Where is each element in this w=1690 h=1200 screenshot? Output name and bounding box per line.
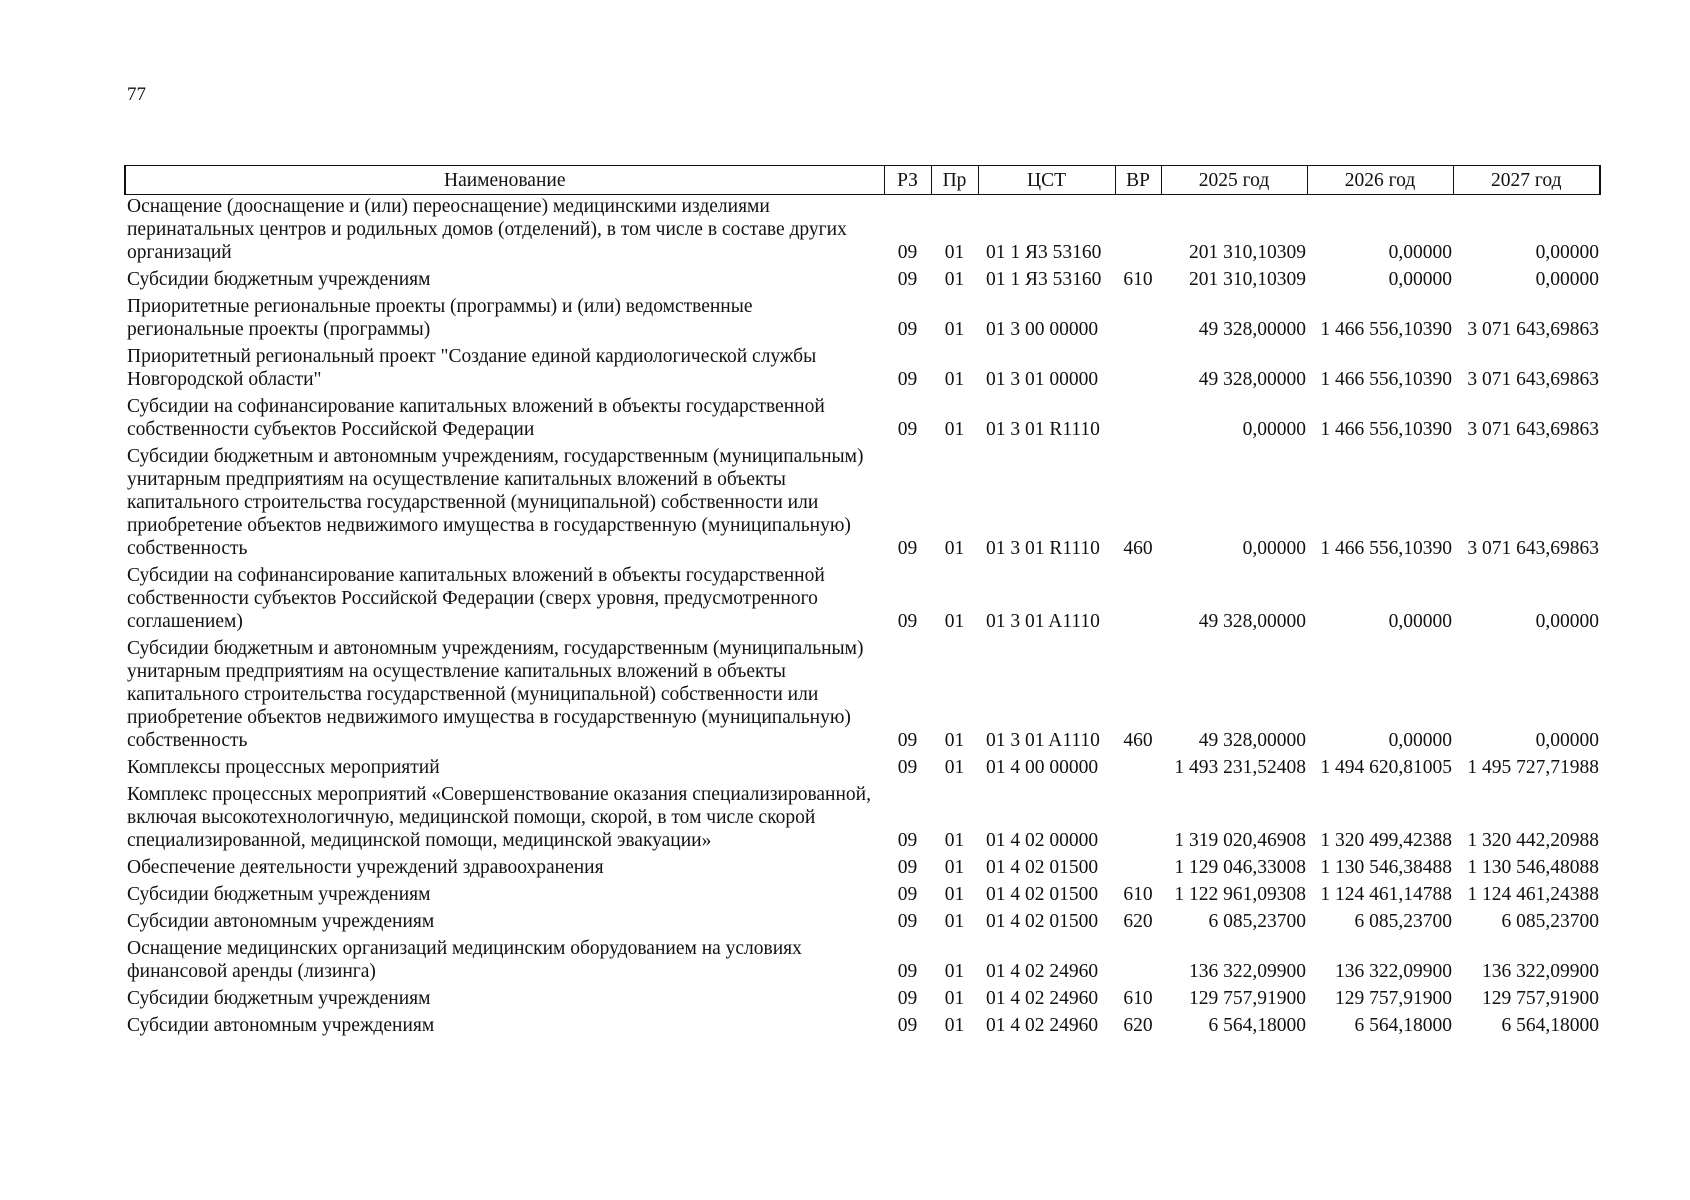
row-cst: 01 4 02 01500 (986, 857, 1099, 878)
row-2026: 0,00000 (1388, 242, 1452, 263)
row-pr: 01 (944, 988, 965, 1009)
row-name: Субсидии автономным учреждениям (127, 1015, 435, 1036)
row-2026: 0,00000 (1388, 730, 1452, 751)
row-rz: 09 (897, 857, 918, 878)
row-2025: 0,00000 (1242, 538, 1306, 559)
row-cst: 01 3 01 A1110 (986, 730, 1100, 751)
row-name: Оснащение медицинских организаций медицинским оборудованием на условиях финансовой аренды (лизинга) (127, 938, 802, 982)
row-name: Субсидии на софинансирование капитальных вложений в объекты государственной собственности субъектов Российской Федерации (127, 396, 825, 440)
row-name: Комплексы процессных мероприятий (127, 757, 440, 778)
table-row (125, 756, 1600, 783)
row-pr: 01 (944, 757, 965, 778)
row-2025: 1 122 961,09308 (1174, 884, 1306, 905)
row-cst: 01 4 02 24960 (986, 961, 1099, 982)
row-name: Субсидии бюджетным и автономным учреждениям, государственным (муниципальным) унитарным предприятиям на осуществление капитальных вложений в объекты капитального строительства государственной (муниципальной) собственности или приобретение объектов недвижимого имущества в государственную (муниципальную) собственность (127, 638, 864, 751)
row-name: Субсидии автономным учреждениям (127, 911, 435, 932)
table-row (125, 783, 1600, 856)
row-2027: 1 124 461,24388 (1467, 884, 1599, 905)
row-2025: 1 319 020,46908 (1174, 830, 1306, 851)
row-pr: 01 (944, 242, 965, 263)
row-vr (1115, 395, 1161, 445)
table-header-row (125, 166, 1600, 195)
row-rz: 09 (897, 269, 918, 290)
row-2026: 129 757,91900 (1335, 988, 1452, 1009)
row-cst: 01 1 Я3 53160 (986, 269, 1102, 290)
row-2027: 0,00000 (1535, 730, 1599, 751)
header-rz: РЗ (884, 166, 931, 195)
row-rz: 09 (897, 730, 918, 751)
row-vr (1115, 937, 1161, 987)
row-pr: 01 (944, 269, 965, 290)
row-name: Субсидии на софинансирование капитальных вложений в объекты государственной собственности субъектов Российской Федерации (сверх уровня, предусмотренного соглашением) (127, 565, 825, 632)
row-pr: 01 (944, 1015, 965, 1036)
table-row (125, 268, 1600, 295)
row-2027: 6 564,18000 (1501, 1015, 1599, 1036)
row-name: Субсидии бюджетным учреждениям (127, 884, 431, 905)
row-2026: 1 320 499,42388 (1320, 830, 1452, 851)
row-cst: 01 1 Я3 53160 (986, 242, 1102, 263)
row-2025: 49 328,00000 (1198, 611, 1306, 632)
table-row (125, 564, 1600, 637)
row-vr (1115, 564, 1161, 637)
row-cst: 01 4 02 24960 (986, 1015, 1099, 1036)
row-2026: 0,00000 (1388, 611, 1452, 632)
row-vr: 460 (1123, 730, 1153, 751)
row-2025: 49 328,00000 (1198, 319, 1306, 340)
row-2027: 6 085,23700 (1501, 911, 1599, 932)
row-2026: 0,00000 (1388, 269, 1452, 290)
row-2026: 1 124 461,14788 (1320, 884, 1452, 905)
row-2025: 1 493 231,52408 (1174, 757, 1306, 778)
row-rz: 09 (897, 911, 918, 932)
row-2027: 3 071 643,69863 (1467, 538, 1599, 559)
row-rz: 09 (897, 988, 918, 1009)
row-2026: 6 085,23700 (1354, 911, 1452, 932)
row-pr: 01 (944, 884, 965, 905)
row-cst: 01 4 02 01500 (986, 911, 1099, 932)
row-2026: 1 466 556,10390 (1320, 419, 1452, 440)
row-vr (1115, 195, 1161, 269)
table-body (125, 195, 1600, 1042)
row-cst: 01 3 01 R1110 (986, 538, 1100, 559)
header-pr: Пр (931, 166, 978, 195)
row-pr: 01 (944, 911, 965, 932)
row-pr: 01 (944, 538, 965, 559)
row-rz: 09 (897, 1015, 918, 1036)
row-rz: 09 (897, 538, 918, 559)
table-row (125, 295, 1600, 345)
row-2027: 3 071 643,69863 (1467, 419, 1599, 440)
row-rz: 09 (897, 242, 918, 263)
row-vr (1115, 783, 1161, 856)
row-name: Оснащение (дооснащение и (или) переоснащение) медицинскими изделиями перинатальных центров и родильных домов (отделений), в том числе в составе других организаций (127, 196, 847, 263)
row-rz: 09 (897, 419, 918, 440)
page-number: 77 (127, 84, 146, 105)
row-vr (1115, 756, 1161, 783)
header-name: Наименование (125, 166, 884, 195)
row-2025: 136 322,09900 (1189, 961, 1306, 982)
row-rz: 09 (897, 369, 918, 390)
row-name: Комплекс процессных мероприятий «Совершенствование оказания специализированной, включая высокотехнологичную, медицинской помощи, скорой, в том числе скорой специализированной, медицинской помощи, медицинской эвакуации» (127, 784, 871, 851)
row-2027: 0,00000 (1535, 611, 1599, 632)
row-vr: 620 (1123, 911, 1153, 932)
table-row (125, 445, 1600, 564)
header-2027: 2027 год (1453, 166, 1600, 195)
header-cst: ЦСТ (978, 166, 1115, 195)
row-name: Приоритетный региональный проект "Создание единой кардиологической службы Новгородской области" (127, 346, 817, 390)
row-cst: 01 4 00 00000 (986, 757, 1099, 778)
row-2026: 1 494 620,81005 (1320, 757, 1452, 778)
row-2025: 49 328,00000 (1198, 730, 1306, 751)
row-pr: 01 (944, 961, 965, 982)
table-row (125, 395, 1600, 445)
row-2026: 136 322,09900 (1335, 961, 1452, 982)
row-vr (1115, 345, 1161, 395)
table-row (125, 987, 1600, 1014)
row-pr: 01 (944, 419, 965, 440)
row-2027: 0,00000 (1535, 242, 1599, 263)
table-row (125, 883, 1600, 910)
row-2027: 3 071 643,69863 (1467, 369, 1599, 390)
row-vr: 610 (1123, 269, 1153, 290)
row-2025: 129 757,91900 (1189, 988, 1306, 1009)
row-2025: 201 310,10309 (1189, 269, 1306, 290)
row-2027: 1 130 546,48088 (1467, 857, 1599, 878)
row-2027: 136 322,09900 (1482, 961, 1599, 982)
table-row (125, 910, 1600, 937)
row-vr: 620 (1123, 1015, 1153, 1036)
row-cst: 01 3 01 A1110 (986, 611, 1100, 632)
row-2025: 49 328,00000 (1198, 369, 1306, 390)
row-name: Субсидии бюджетным и автономным учреждениям, государственным (муниципальным) унитарным предприятиям на осуществление капитальных вложений в объекты капитального строительства государственной (муниципальной) собственности или приобретение объектов недвижимого имущества в государственную (муниципальную) собственность (127, 446, 864, 559)
row-pr: 01 (944, 319, 965, 340)
table-row (125, 345, 1600, 395)
row-2026: 1 466 556,10390 (1320, 538, 1452, 559)
row-2025: 0,00000 (1242, 419, 1306, 440)
row-2026: 1 130 546,38488 (1320, 857, 1452, 878)
row-name: Субсидии бюджетным учреждениям (127, 988, 431, 1009)
row-name: Приоритетные региональные проекты (программы) и (или) ведомственные региональные проекты (программы) (127, 296, 753, 340)
row-rz: 09 (897, 319, 918, 340)
row-pr: 01 (944, 730, 965, 751)
table-row (125, 856, 1600, 883)
row-cst: 01 3 00 00000 (986, 319, 1099, 340)
row-rz: 09 (897, 884, 918, 905)
row-2025: 6 564,18000 (1208, 1015, 1306, 1036)
row-rz: 09 (897, 611, 918, 632)
table-row (125, 937, 1600, 987)
table-row (125, 1014, 1600, 1041)
row-2026: 1 466 556,10390 (1320, 369, 1452, 390)
row-cst: 01 3 01 00000 (986, 369, 1099, 390)
row-2025: 1 129 046,33008 (1174, 857, 1306, 878)
row-name: Обеспечение деятельности учреждений здравоохранения (127, 857, 604, 878)
header-2025: 2025 год (1161, 166, 1307, 195)
row-2025: 6 085,23700 (1208, 911, 1306, 932)
row-2026: 1 466 556,10390 (1320, 319, 1452, 340)
row-2026: 6 564,18000 (1354, 1015, 1452, 1036)
row-2025: 201 310,10309 (1189, 242, 1306, 263)
table-row (125, 637, 1600, 756)
row-pr: 01 (944, 857, 965, 878)
row-rz: 09 (897, 830, 918, 851)
row-2027: 129 757,91900 (1482, 988, 1599, 1009)
row-pr: 01 (944, 611, 965, 632)
row-2027: 1 495 727,71988 (1467, 757, 1599, 778)
row-rz: 09 (897, 757, 918, 778)
budget-table (124, 165, 1601, 1041)
row-cst: 01 4 02 01500 (986, 884, 1099, 905)
row-2027: 1 320 442,20988 (1467, 830, 1599, 851)
row-vr: 610 (1123, 884, 1153, 905)
row-pr: 01 (944, 830, 965, 851)
header-vr: ВР (1115, 166, 1161, 195)
row-pr: 01 (944, 369, 965, 390)
row-vr: 460 (1123, 538, 1153, 559)
row-rz: 09 (897, 961, 918, 982)
row-cst: 01 4 02 00000 (986, 830, 1099, 851)
row-2027: 0,00000 (1535, 269, 1599, 290)
row-cst: 01 4 02 24960 (986, 988, 1099, 1009)
row-name: Субсидии бюджетным учреждениям (127, 269, 431, 290)
row-vr: 610 (1123, 988, 1153, 1009)
row-2027: 3 071 643,69863 (1467, 319, 1599, 340)
row-cst: 01 3 01 R1110 (986, 419, 1100, 440)
header-2026: 2026 год (1307, 166, 1453, 195)
table-row (125, 195, 1600, 269)
row-vr (1115, 856, 1161, 883)
row-vr (1115, 295, 1161, 345)
